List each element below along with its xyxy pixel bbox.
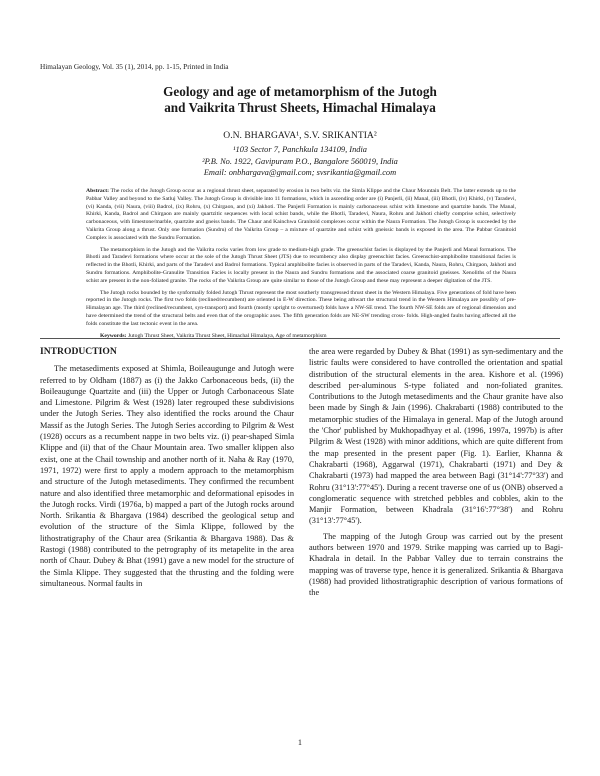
left-column: [40, 346, 294, 589]
intro-paragraph-2: The mapping of the Jutogh Group was carried out by the present authors between 1970 and 1979. Strike mapping was carried up to Bagi-Khadrala in detail. In the Pabbar Valley due to terrain constrains the mapping was of traverse type, hence it is generalized. Srikantia & Bhargava (1988) had provided lithostratigraphic description of various formations of the: [309, 531, 563, 598]
abstract-paragraph-1: [86, 188, 516, 243]
intro-paragraph-1-continued: the area were regarded by Dubey & Bhat (1991) as syn-sedimentary and the listric faults were considered to have controlled the orientation and spatial distribution of the structural elements in the area. Kishore et al. (1996) described per-aluminous S-type foliated and non-foliated granites. Contributions to the Jutogh metasediments and the Chaur granite have also been made by Singh & Jain (1996). Chakrabarti (1988) contributed to the metamorphic studies of the Himalaya in general. Map of the Jutogh around the 'Chor' published by Mukhopadhyay et al. (1996, 1997a, 1997b) is after Pilgrim & West (1928) with minor additions, which are quite different from the map presented in the present paper (Fig. 1). Earlier, Khanna & Chakrabarti (1968), Aggarwal (1971), Chakrabarti (1971) and Dey & Chakrabarti (1973) had mapped the area between Bagi (31°14':77°33') and Rohru (31°13':77°45'). During a recent traverse one of us (ONB) observed a conglomeratic sequence with stretched pebbles and cobbles, akin to the Manjir Formation, between Khadrala (31°16':77°38') and Rohru (31°13':77°45').: [309, 347, 563, 526]
journal-citation: Himalayan Geology, Vol. 35 (1), 2014, pp. 1-15, Printed in India: [40, 62, 229, 71]
page-number: 1: [297, 738, 303, 747]
title-line-1: Geology and age of metamorphism of the Jutogh: [163, 84, 437, 99]
abstract: [86, 188, 516, 344]
right-column: [309, 346, 563, 599]
abstract-text-1: The rocks of the Jutogh Group occur as a regional thrust sheet, separated by erosion in two belts viz. the Simla Klippe and the Chaur Mountain Belt. The latter extends up to the Pabbar Valley and beyond to the Satluj Valley. The Jutogh Group is divisible into 11 formations, which in ascending order are (i) Panjerli, (ii) Manal, (iii) Bhotli, (iv) Khirki, (v) Taradevi, (vi) Kanda, (vii) Naura, (viii) Badrol, (ix) Rohru, (x) Chirgaon, and (xi) Jakhoti. The Panjerli Formation is mainly carbonaceous schist with limestone and quartzite bands. The Manal, Khirki, Kanda, Badrol and Chirgaon are mainly quartzitic sequences with local schist bands, while the Bhotli, Taradevi, Naura, Rohru and Jakhoti chiefly comprise schist, selectively carbonaceous, with limestone/marble, quartzite and gneiss bands. The Chaur and Kainchwa Granitoid complexes occur within the Naura Formation. The Jutogh Group is succeeded by the Vaikrita Group along a thrust. Only one formation (Sundru) of the Vaikrita Group – a mixture of quartzite and schist with gneissic bands is exposed in the area. The Pabbar Granitoid Complex is associated with the Sundru Formation.: [86, 188, 516, 241]
abstract-paragraph-2: The metamorphism in the Jutogh and the Vaikrita rocks varies from low grade to medium-high grade. The greenschist facies is displayed by the Panjerli and Manal formations. The Bhotli and Taradevi formations where occur at the sole of the Jutogh Thrust Sheet (JTS) due to recumbency also display greenschist facies. Greenschist-amphibolite transitional facies is reflected in the Bhotli, Khirki, and parts of the Taradevi and Badrol formations. Typical amphibolite facies is observed in parts of the Taradevi, Kanda, Naura, Rohru, Chirgaon, Jakhoti and Sundru formations. Amphibolite-Granulite Transition Facies is locally present in the Naura and Sundru formations and the associated coarse granitoid gneisses. Xenoliths of the Naura schist are present in the non-foliated granite. The rocks of the Vaikrita Group are quite similar to those of the Jutogh Group and these may represent a deeper digitation of the JTS.: [86, 246, 516, 284]
authors: O.N. BHARGAVA¹, S.V. SRIKANTIA²: [223, 130, 377, 141]
keywords-text: Jutogh Thrust Sheet, Vaikrita Thrust Sheet, Himachal Himalaya, Age of metamorphism: [127, 332, 327, 339]
affiliation-1: ¹103 Sector 7, Panchkula 134109, India: [233, 145, 367, 154]
intro-paragraph-1: The metasediments exposed at Shimla, Boileaugunge and Jutogh were referred to by Oldham (1887) as (i) the Jakko Carbonaceous beds, (ii) the Boileaugunge Quartzite and (iii) the Upper or Jutogh Carbonaceous Slate and Limestone. Pilgrim & West (1928) later regrouped these subdivisions under the Jutogh Series. They also identified the rocks around the Chaur Massif as the Jutogh Series. The Jutogh Series according to Pilgrim & West (1928) occurs as a recumbent nappe in two belts viz. (i) pear-shaped Simla Klippe and (ii) that of the Chaur Mountain area. Two smaller klippen also exist, one at the Chail township and another north of it. Naha & Ray (1970, 1971, 1972) were first to apply a modern approach to the metamorphism and structure of the Jutogh metasediments. They confirmed the recumbent nature and also identified three metamorphic and deformational episodes in the Jutogh rocks. Virdi (1976a, b) mapped a part of the Jutogh rocks around North. Srikantia & Bhargava (1984) described the geological setup and evolution of the structure of the Simla Klippe, followed by the lithostratigraphy of the Chaur area (Srikantia & Bhargava 1988). Das & Rastogi (1988) contributed to the petrography of its metapelite in the area north of Chaur. Dubey & Bhat (1991) gave a new model for the structure of the Simla Klippe. They suggested that the thrusting and the folding were simultaneous. Normal faults in: [40, 364, 294, 588]
abstract-label: Abstract:: [86, 188, 110, 194]
title-line-2: and Vaikrita Thrust Sheets, Himachal Himalaya: [164, 100, 436, 115]
affiliations: [60, 144, 540, 179]
affiliation-2: ²P.B. No. 1922, Gavipuram P.O., Bangalore 560019, India: [202, 156, 398, 166]
author-email: Email: onbhargava@gmail.com; svsrikantia@gmail.com: [203, 168, 397, 177]
section-divider: [40, 338, 560, 339]
paper-title: [60, 84, 540, 116]
introduction-heading: INTRODUCTION: [40, 346, 117, 357]
keywords: [86, 333, 516, 341]
abstract-paragraph-3: The Jutogh rocks bounded by the synformally folded Jutogh Thrust represent the most southerly transgressed thrust sheet in the Western Himalaya. Five generations of fold have been reported in the Jutogh rocks. The first two folds (reclined/recumbent) are oriented in E-W direction. These being athwart the structural trend in the Western Himalaya are possibly of pre-Himalayan age. The third (reclined/recumbent, syn-transport) and fourth (mostly upright to overturned) folds have a NW-SE trend. The fourth NW-SE folds are of regional dimension and have determined the trend of the structural belts and even that of the orographic axes. The fifth generation folds are NE-SW trending cross- folds. High-angled faults having affected all the folds constitute the last tectonic event in the area.: [86, 289, 516, 327]
keywords-label: Keywords:: [100, 332, 127, 339]
